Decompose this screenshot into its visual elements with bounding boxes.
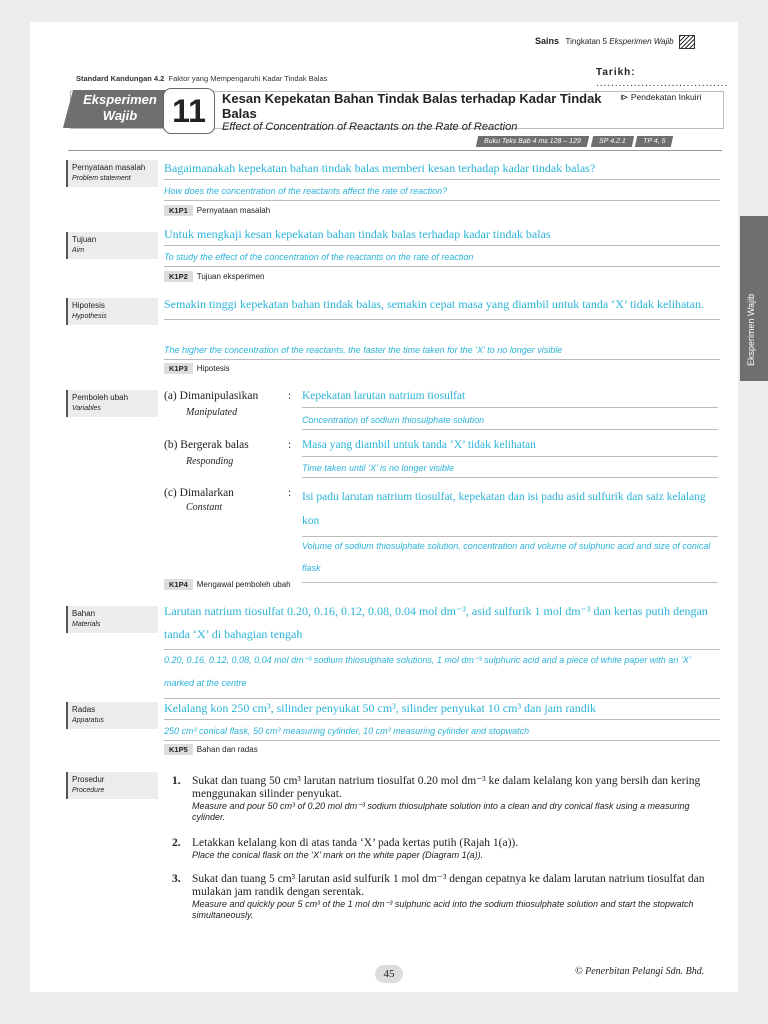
kp-problem: K1P1 Pernyataan masalah xyxy=(164,205,270,216)
reference-tags xyxy=(477,136,675,147)
materials-answer: Larutan natrium tiosulfat 0.20, 0.16, 0.12, 0.08, 0.04 mol dm⁻³, asid sulfurik 1 mol dm⁻³ dan kertas putih dengan tanda ‘X’ di bahagian tengah xyxy=(164,600,720,650)
apparatus-label: Radas Apparatus xyxy=(66,702,158,729)
colon: : xyxy=(288,439,292,451)
aim-label: Tujuan Aim xyxy=(66,232,158,259)
experiment-title: Kesan Kepekatan Bahan Tindak Balas terhadap Kadar Tindak Balas xyxy=(222,91,602,121)
procedure-label: Prosedur Procedure xyxy=(66,772,158,799)
book-icon xyxy=(679,35,695,49)
constant-label: (c) Dimalarkan xyxy=(164,487,234,499)
problem-label: Pernyataan masalah Problem statement xyxy=(66,160,158,187)
kp-variables: K1P4 Mengawal pemboleh ubah xyxy=(164,579,291,590)
tag-textbook: Buku Teks Bab 4 ms 128 – 129 xyxy=(476,136,589,147)
kp-hypothesis: K1P3 Hipotesis xyxy=(164,363,230,374)
colon: : xyxy=(288,390,292,402)
hypothesis-label: Hipotesis Hypothesis xyxy=(66,298,158,325)
kp-apparatus: K1P5 Bahan dan radas xyxy=(164,744,258,755)
arrow-icon: ⧐ xyxy=(620,92,629,102)
experiment-number: 11 xyxy=(163,88,215,134)
side-tab: Eksperimen Wajib xyxy=(740,216,768,381)
approach: ⧐ Pendekatan Inkuiri xyxy=(620,92,702,102)
responding-label: (b) Bergerak balas xyxy=(164,439,249,451)
responding-label-en: Responding xyxy=(186,456,234,467)
variables-label: Pemboleh ubah Variables xyxy=(66,390,158,417)
procedure-step: 3. Sukat dan tuang 5 cm³ larutan asid sulfurik 1 mol dm⁻³ dengan cepatnya ke dalam larutan natrium tiosulfat dan mulakan jam randik dengan serentak. Measure and quickly pour 5 cm³ of the 1 mol dm⁻³ sulphuric acid into the sodium thiosulphate solution and start the stopwatch simultaneously. xyxy=(172,873,705,920)
divider xyxy=(68,150,722,151)
page-number: 45 xyxy=(375,965,403,983)
publisher: © Penerbitan Pelangi Sdn. Bhd. xyxy=(575,966,705,977)
subject: Sains xyxy=(535,36,560,47)
apparatus-answer-en: 250 cm³ conical flask, 50 cm³ measuring cylinder, 10 cm³ measuring cylinder and stopwatch xyxy=(164,725,720,741)
constant-answer: Isi padu larutan natrium tiosulfat, kepekatan dan isi padu asid sulfurik dan saiz kelalang kon xyxy=(302,485,718,537)
experiment-title-en: Effect of Concentration of Reactants on the Rate of Reaction xyxy=(222,121,518,133)
procedure-step: 1. Sukat dan tuang 50 cm³ larutan natrium tiosulfat 0.20 mol dm⁻³ ke dalam kelalang kon yang bersih dan kering menggunakan silinder penyukat. Measure and pour 50 cm³ of 0.20 mol dm⁻³ sodium thiosulphate solution into a clean and dry conical flask using a measuring cylinder. xyxy=(172,775,701,822)
responding-answer: Masa yang diambil untuk tanda ‘X’ tidak kelihatan xyxy=(302,438,718,457)
materials-answer-en: 0.20, 0.16, 0.12, 0.08, 0.04 mol dm⁻³ sodium thiosulphate solutions, 1 mol dm⁻³ sulphuric acid and a piece of white paper with an ‘X’ marked at the centre xyxy=(164,649,720,699)
constant-label-en: Constant xyxy=(186,502,223,513)
form: Tingkatan 5 xyxy=(565,37,608,47)
section: Eksperimen Wajib xyxy=(609,37,674,47)
problem-answer-en: How does the concentration of the reactants affect the rate of reaction? xyxy=(164,185,720,201)
constant-answer-en: Volume of sodium thiosulphate solution, concentration and volume of sulphuric acid and size of conical flask xyxy=(302,535,718,583)
manipulated-label: (a) Dimanipulasikan xyxy=(164,390,259,402)
kp-aim: K1P2 Tujuan eksperimen xyxy=(164,271,265,282)
manipulated-answer: Kepekatan larutan natrium tiosulfat xyxy=(302,389,718,408)
running-header xyxy=(535,35,695,49)
hypothesis-answer: Semakin tinggi kepekatan bahan tindak balas, semakin cepat masa yang diambil untuk tanda ‘X’ tidak kelihatan. xyxy=(164,292,720,320)
content-standard: Standard Kandungan 4.2 Faktor yang Mempengaruhi Kadar Tindak Balas xyxy=(76,74,328,83)
tag-tp: TP 4, 5 xyxy=(635,136,674,147)
tag-sp: SP 4.2.1 xyxy=(591,136,634,147)
aim-answer: Untuk mengkaji kesan kepekatan bahan tindak balas terhadap kadar tindak balas xyxy=(164,227,720,246)
colon: : xyxy=(288,487,292,499)
materials-label: Bahan Materials xyxy=(66,606,158,633)
hypothesis-answer-en: The higher the concentration of the reactants, the faster the time taken for the ‘X’ to no longer visible xyxy=(164,344,720,360)
problem-answer: Bagaimanakah kepekatan bahan tindak balas memberi kesan terhadap kadar tindak balas? xyxy=(164,161,720,180)
date-field: Tarikh: ................................... xyxy=(596,67,729,89)
experiment-label: Eksperimen Wajib xyxy=(83,92,157,123)
aim-answer-en: To study the effect of the concentration of the reactants on the rate of reaction xyxy=(164,251,720,267)
worksheet-page xyxy=(30,22,738,992)
responding-answer-en: Time taken until ‘X’ is no longer visible xyxy=(302,462,718,478)
procedure-step: 2. Letakkan kelalang kon di atas tanda ‘X’ pada kertas putih (Rajah 1(a)). Place the conical flask on the ‘X’ mark on the white paper (Diagram 1(a)). xyxy=(172,837,519,860)
apparatus-answer: Kelalang kon 250 cm³, silinder penyukat 50 cm³, silinder penyukat 10 cm³ dan jam randik xyxy=(164,701,720,720)
manipulated-label-en: Manipulated xyxy=(186,407,238,418)
manipulated-answer-en: Concentration of sodium thiosulphate solution xyxy=(302,414,718,430)
